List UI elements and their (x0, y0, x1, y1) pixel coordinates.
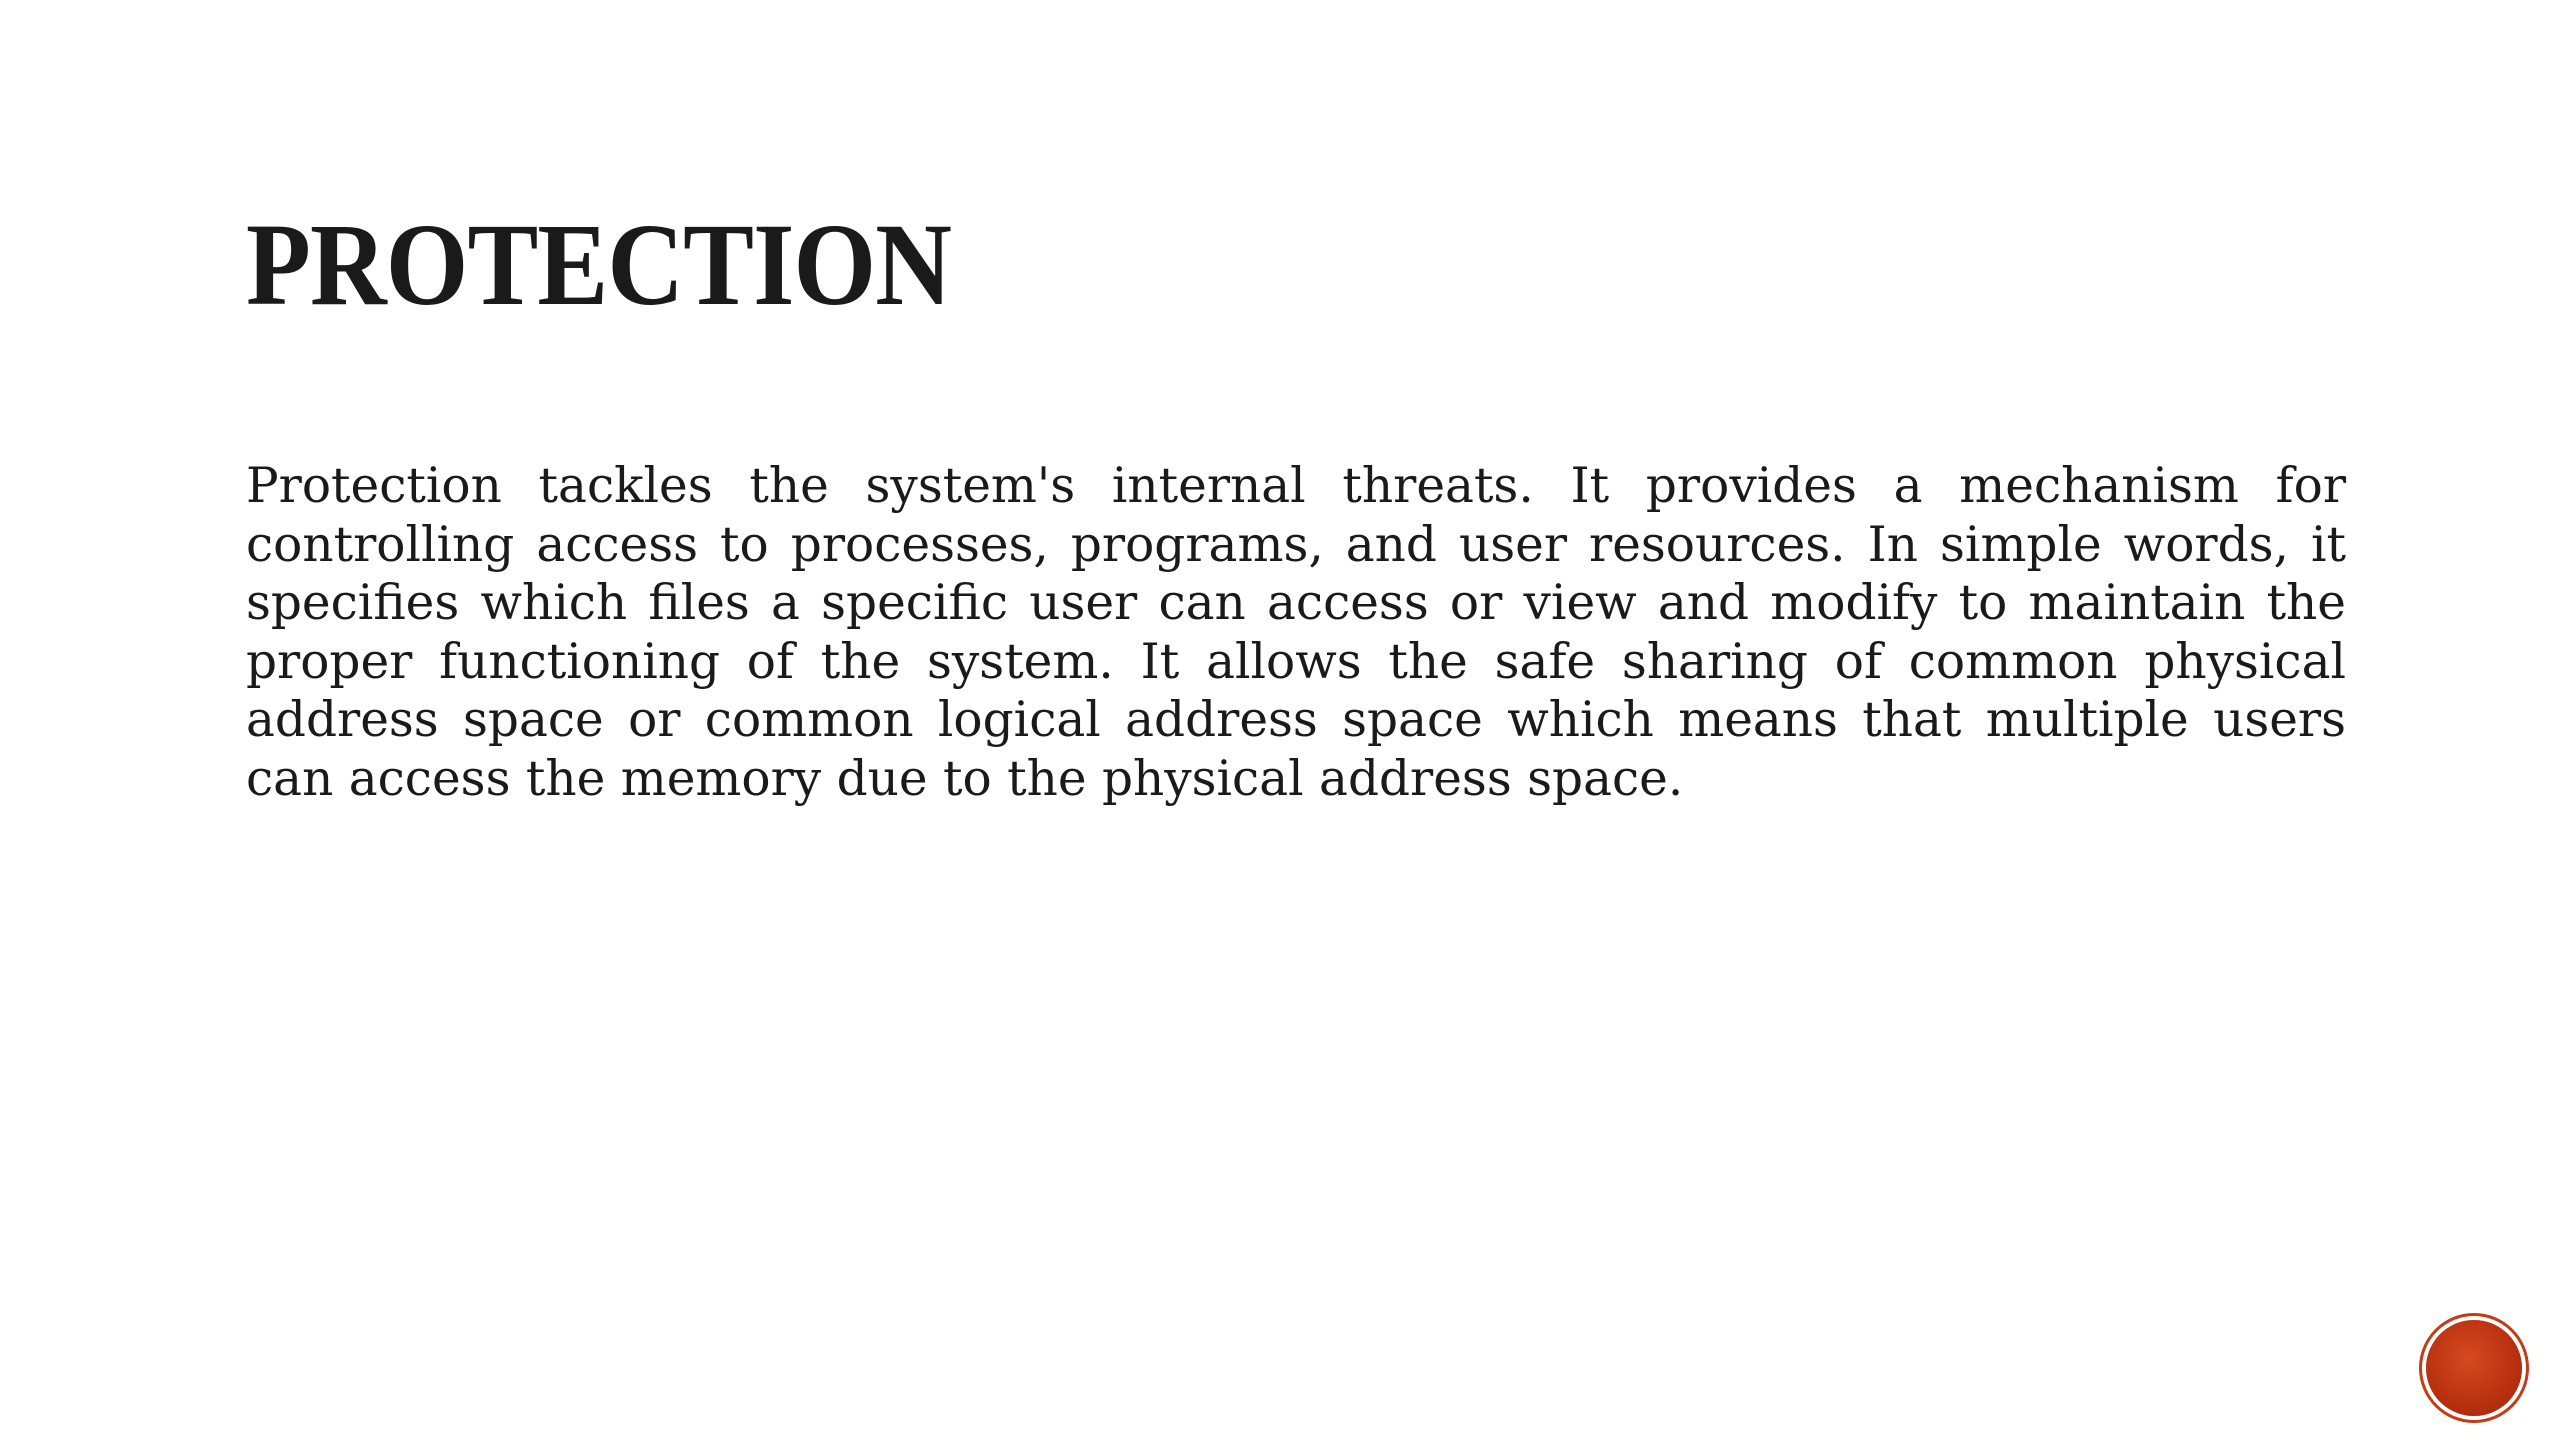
slide-title: PROTECTION (246, 199, 952, 330)
slide-body-text: Protection tackles the system's internal threats. It provides a mechanism for controlling access to processes, programs, and user resources. In simple words, it specifies which files a specific user can access or view and modify to maintain the proper functioning of the system. It allows the safe sharing of common physical address space or common logical address space which means that multiple users can access the memory due to the physical address space. (246, 458, 2346, 807)
slide-number-badge (2426, 1320, 2522, 1416)
